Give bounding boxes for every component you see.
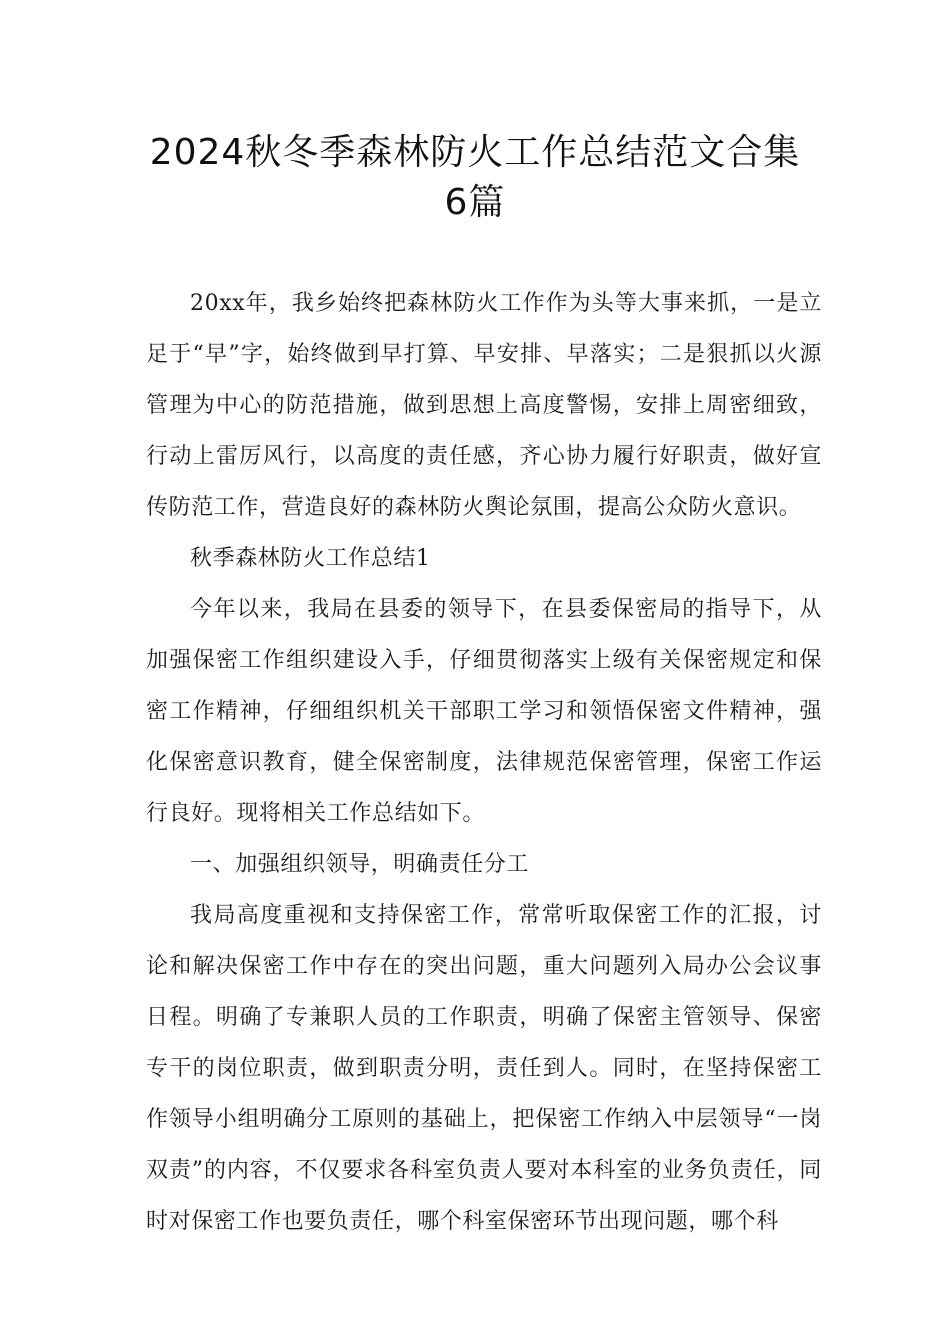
document-title [100, 128, 850, 228]
document-body [146, 278, 822, 1247]
subsection-heading: 一、加强组织领导，明确责任分工 [190, 852, 530, 877]
body-paragraph: 我局高度重视和支持保密工作，常常听取保密工作的汇报，讨论和解决保密工作中存在的突出问题，重大问题列入局办公会议事日程。明确了专兼职人员的工作职责，明确了保密主管领导、保密专干的岗位职责，做到职责分明，责任到人。同时，在坚持保密工作领导小组明确分工原则的基础上，把保密工作纳入中层领导“一岗双责”的内容，不仅要求各科室负责人要对本科室的业务负责任，同时对保密工作也要负责任，哪个科室保密环节出现问题，哪个科 [146, 903, 822, 1234]
section-heading: 秋季森林防火工作总结1 [190, 546, 431, 571]
title-line-1: 2024秋冬季森林防火工作总结范文合集 [149, 132, 801, 173]
body-paragraph: 今年以来，我局在县委的领导下，在县委保密局的指导下，从加强保密工作组织建设入手，仔细贯彻落实上级有关保密规定和保密工作精神，仔细组织机关干部职工学习和领悟保密文件精神，强化保密意识教育，健全保密制度，法律规范保密管理，保密工作运行良好。现将相关工作总结如下。 [146, 597, 822, 826]
intro-paragraph: 20xx年，我乡始终把森林防火工作作为头等大事来抓，一是立足于“早”字，始终做到早打算、早安排、早落实；二是狠抓以火源管理为中心的防范措施，做到思想上高度警惕，安排上周密细致，行动上雷厉风行，以高度的责任感，齐心协力履行好职责，做好宣传防范工作，营造良好的森林防火舆论氛围，提高公众防火意识。 [146, 291, 822, 520]
title-line-2: 6篇 [444, 182, 506, 223]
